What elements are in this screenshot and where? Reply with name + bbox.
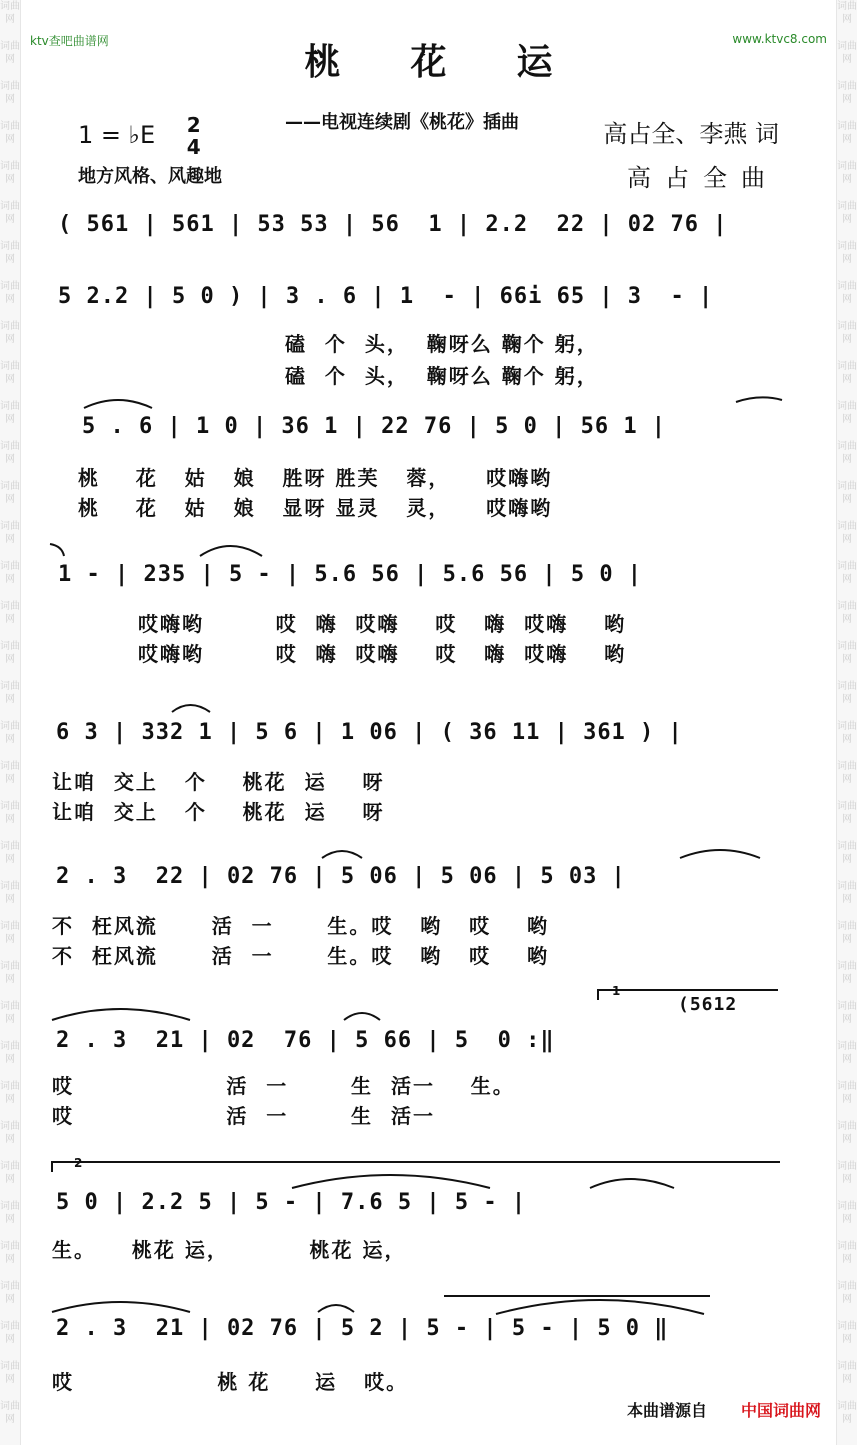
watermark-text: 词曲网	[0, 881, 20, 905]
watermark-text: 词曲网	[837, 1041, 857, 1065]
volta-bracket	[598, 990, 778, 1000]
watermark-text: 词曲网	[837, 361, 857, 385]
watermark-text: 词曲网	[0, 561, 20, 585]
time-top: 2	[186, 113, 201, 137]
watermark-text: 词曲网	[837, 1001, 857, 1025]
watermark-text: 词曲网	[0, 1281, 20, 1305]
watermark-text: 词曲网	[0, 961, 20, 985]
tie-mark	[590, 1179, 674, 1188]
watermark-text: 词曲网	[837, 1361, 857, 1385]
watermark-text: 词曲网	[0, 161, 20, 185]
notes-line: 2 . 3 21 | 02 76 | 5 66 | 5 0 :‖	[56, 1028, 555, 1053]
volta-bracket	[52, 1162, 780, 1172]
time-bottom: 4	[186, 135, 201, 159]
tie-mark	[318, 1305, 354, 1312]
watermark-text: 词曲网	[837, 441, 857, 465]
notes-line: ( 561 | 561 | 53 53 | 56 1 | 2.2 22 | 02 76 |	[58, 212, 728, 237]
composer-credit: 高占全曲	[627, 164, 779, 192]
watermark-text: 词曲网	[837, 1201, 857, 1225]
tie-mark	[84, 400, 152, 408]
lyric-verse-1: 磕 个 头， 鞠呀么 鞠个 躬，	[285, 332, 599, 356]
tie-mark	[50, 544, 64, 556]
volta-second-label: 2	[74, 1156, 85, 1170]
lyric-verse-1: 哎 桃 花 运 哎。	[52, 1370, 409, 1394]
notes-line: 2 . 3 21 | 02 76 | 5 2 | 5 - | 5 - | 5 0 ‖	[56, 1316, 669, 1341]
watermark-text: 词曲网	[0, 641, 20, 665]
lyric-verse-1: 不 枉风流 活 一 生。哎 哟 哎 哟	[52, 914, 550, 938]
lyric-verse-2: 哎嗨哟 哎 嗨 哎嗨 哎 嗨 哎嗨 哟	[138, 642, 627, 666]
watermark-text: 词曲网	[0, 681, 20, 705]
watermark-text: 词曲网	[837, 161, 857, 185]
watermark-text: 词曲网	[837, 1121, 857, 1145]
tie-mark	[292, 1175, 490, 1188]
key-text: 1 = ♭E	[78, 121, 156, 149]
tie-mark	[680, 850, 760, 858]
watermark-text: 词曲网	[0, 441, 20, 465]
lyric-verse-2: 磕 个 头， 鞠呀么 鞠个 躬，	[285, 364, 599, 388]
source-site-link[interactable]: 中国词曲网	[740, 1401, 821, 1420]
lyric-verse-2: 让咱 交上 个 桃花 运 呀	[52, 800, 385, 824]
watermark-text: 词曲网	[0, 1361, 20, 1385]
watermark-text: 词曲网	[837, 1281, 857, 1305]
watermark-text: 词曲网	[837, 481, 857, 505]
site-label-left: ktv查吧曲谱网	[30, 34, 109, 48]
watermark-text: 词曲网	[0, 921, 20, 945]
watermark-text: 词曲网	[0, 401, 20, 425]
watermark-text: 词曲网	[0, 1001, 20, 1025]
watermark-text: 词曲网	[0, 81, 20, 105]
tie-mark	[52, 1009, 190, 1020]
watermark-text: 词曲网	[837, 241, 857, 265]
watermark-text: 词曲网	[837, 1401, 857, 1425]
watermark-text: 词曲网	[0, 1041, 20, 1065]
volta-first-label: 1	[612, 984, 623, 998]
watermark-text: 词曲网	[0, 841, 20, 865]
lyricist-credit: 高占全、李燕 词	[603, 120, 779, 148]
notes-line: 5 0 | 2.2 5 | 5 - | 7.6 5 | 5 - |	[56, 1190, 527, 1215]
watermark-text: 词曲网	[0, 1, 20, 25]
lyric-verse-1: 让咱 交上 个 桃花 运 呀	[52, 770, 385, 794]
lyric-verse-1: 生。 桃花 运， 桃花 运，	[52, 1238, 407, 1262]
notes-line: 5 2.2 | 5 0 ) | 3 . 6 | 1 - | 66i 65 | 3 - |	[58, 284, 714, 309]
watermark-text: 词曲网	[837, 681, 857, 705]
watermark-text: 词曲网	[837, 1081, 857, 1105]
watermark-text: 词曲网	[0, 201, 20, 225]
tie-mark	[496, 1300, 704, 1314]
tie-mark	[172, 705, 210, 712]
performance-style: 地方风格、风趣地	[78, 166, 222, 187]
lyric-verse-1: 桃 花 姑 娘 胜呀 胜芙 蓉， 哎嗨哟	[78, 466, 553, 490]
notes-line: 1 - | 235 | 5 - | 5.6 56 | 5.6 56 | 5 0 |	[58, 562, 643, 587]
site-label-right: www.ktvc8.com	[732, 32, 827, 46]
watermark-text: 词曲网	[837, 41, 857, 65]
watermark-text: 词曲网	[837, 801, 857, 825]
watermark-text: 词曲网	[0, 41, 20, 65]
watermark-text: 词曲网	[0, 521, 20, 545]
watermark-text: 词曲网	[837, 641, 857, 665]
watermark-text: 词曲网	[837, 121, 857, 145]
watermark-text: 词曲网	[837, 1, 857, 25]
watermark-text: 词曲网	[0, 241, 20, 265]
watermark-text: 词曲网	[0, 1081, 20, 1105]
watermark-text: 词曲网	[0, 1401, 20, 1425]
watermark-text: 词曲网	[837, 201, 857, 225]
watermark-text: 词曲网	[837, 961, 857, 985]
watermark-text: 词曲网	[837, 321, 857, 345]
watermark-text: 词曲网	[837, 1161, 857, 1185]
notes-line: 5 . 6 | 1 0 | 36 1 | 22 76 | 5 0 | 56 1 |	[82, 414, 667, 439]
tie-mark	[344, 1013, 380, 1020]
lyric-verse-1: 哎 活 一 生 活一 生。	[52, 1074, 515, 1098]
watermark-text: 词曲网	[0, 281, 20, 305]
watermark-text: 词曲网	[0, 1121, 20, 1145]
watermark-text: 词曲网	[0, 481, 20, 505]
lyric-verse-2: 不 枉风流 活 一 生。哎 哟 哎 哟	[52, 944, 550, 968]
watermark-text: 词曲网	[837, 1241, 857, 1265]
watermark-text: 词曲网	[837, 401, 857, 425]
watermark-text: 词曲网	[0, 361, 20, 385]
watermark-text: 词曲网	[837, 521, 857, 545]
watermark-text: 词曲网	[837, 721, 857, 745]
song-subtitle: ——电视连续剧《桃花》插曲	[285, 112, 519, 133]
watermark-text: 词曲网	[837, 601, 857, 625]
watermark-text: 词曲网	[0, 1161, 20, 1185]
notes-line: 2 . 3 22 | 02 76 | 5 06 | 5 06 | 5 03 |	[56, 864, 626, 889]
watermark-text: 词曲网	[0, 1241, 20, 1265]
tie-mark	[322, 851, 362, 858]
watermark-text: 词曲网	[837, 1321, 857, 1345]
watermark-text: 词曲网	[837, 561, 857, 585]
lyric-verse-1: 哎嗨哟 哎 嗨 哎嗨 哎 嗨 哎嗨 哟	[138, 612, 627, 636]
source-label: 本曲谱源自	[626, 1401, 707, 1420]
song-title: 桃花运	[304, 42, 623, 83]
watermark-text: 词曲网	[837, 841, 857, 865]
tie-mark	[736, 397, 782, 402]
watermark-text: 词曲网	[0, 761, 20, 785]
watermark-text: 词曲网	[0, 321, 20, 345]
watermark-text: 词曲网	[837, 881, 857, 905]
volta-ending-note: (5612	[678, 994, 738, 1015]
lyric-verse-2: 哎 活 一 生 活一	[52, 1104, 435, 1128]
watermark-text: 词曲网	[837, 81, 857, 105]
tie-mark	[52, 1302, 190, 1312]
tie-mark	[200, 546, 262, 556]
watermark-text: 词曲网	[0, 121, 20, 145]
watermark-text: 词曲网	[0, 801, 20, 825]
watermark-text: 词曲网	[0, 721, 20, 745]
watermark-text: 词曲网	[0, 1321, 20, 1345]
watermark-text: 词曲网	[0, 601, 20, 625]
watermark-text: 词曲网	[837, 921, 857, 945]
watermark-text: 词曲网	[837, 281, 857, 305]
watermark-text: 词曲网	[0, 1201, 20, 1225]
watermark-text: 词曲网	[837, 761, 857, 785]
lyric-verse-2: 桃 花 姑 娘 显呀 显灵 灵， 哎嗨哟	[78, 496, 553, 520]
notes-line: 6 3 | 332 1 | 5 6 | 1 06 | ( 36 11 | 361 ) |	[56, 720, 683, 745]
